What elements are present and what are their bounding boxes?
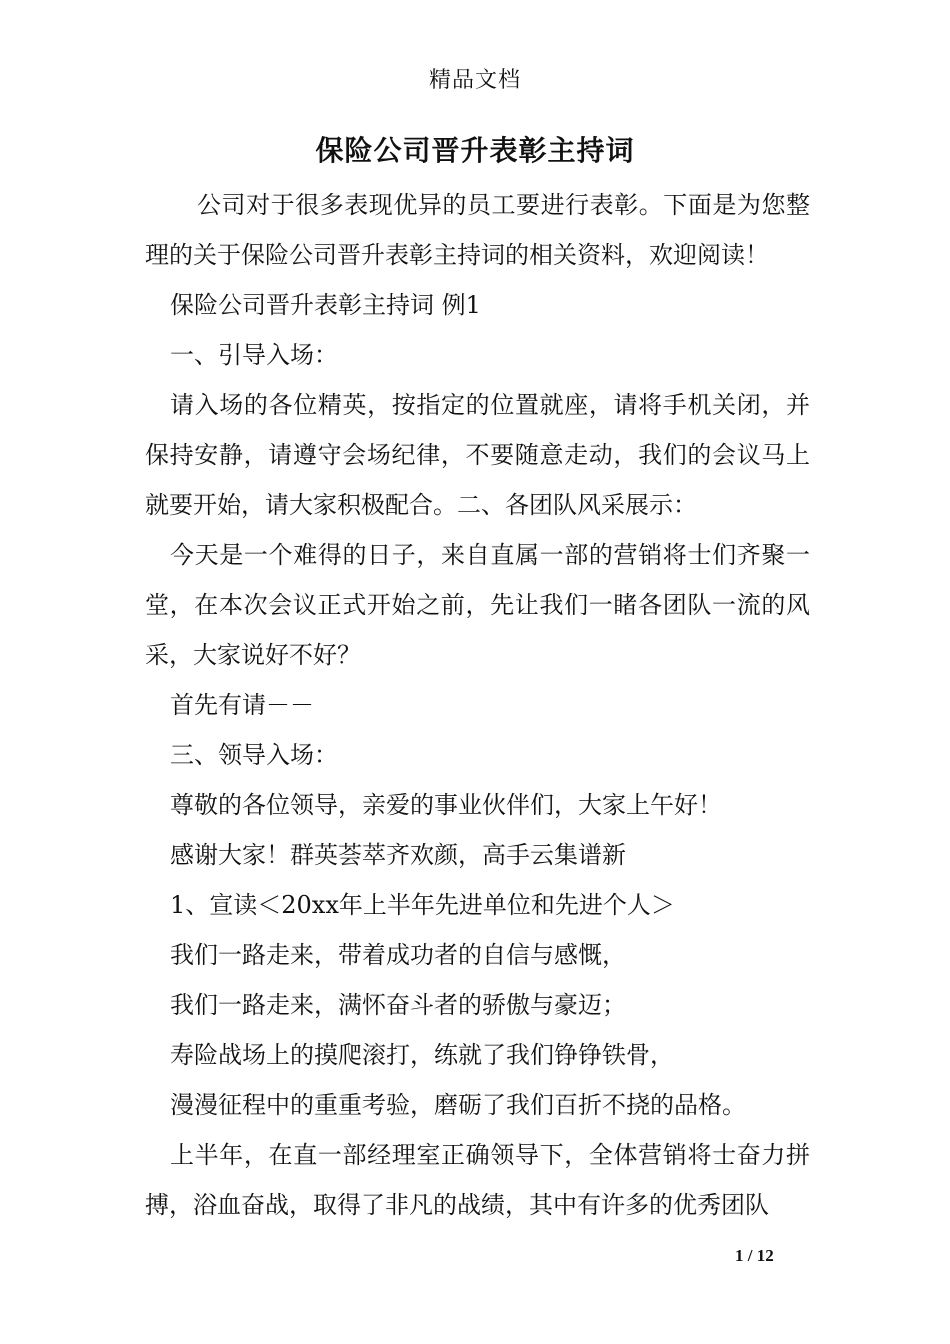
paragraph-intro: 公司对于很多表现优异的员工要进行表彰。下面是为您整理的关于保险公司晋升表彰主持词的相关资料，欢迎阅读！: [145, 191, 810, 269]
document-body: [145, 180, 810, 1230]
paragraph-verse-4: 漫漫征程中的重重考验，磨砺了我们百折不挠的品格。: [170, 1091, 746, 1119]
paragraph-announcement: 1、宣读＜20xx年上半年先进单位和先进个人＞: [170, 891, 675, 919]
page-number: 1 / 12: [735, 1246, 774, 1265]
paragraph-half-year-summary: 上半年，在直一部经理室正确领导下，全体营销将士奋力拼搏，浴血奋战，取得了非凡的战绩，其中有许多的优秀团队: [145, 1141, 810, 1219]
document-header-label: 精品文档: [428, 68, 521, 93]
paragraph-section-1-heading: 一、引导入场：: [170, 341, 338, 369]
paragraph-entrance-instructions: 请入场的各位精英，按指定的位置就座，请将手机关闭，并保持安静，请遵守会场纪律，不要随意走动，我们的会议马上就要开始，请大家积极配合。二、各团队风采展示：: [145, 391, 810, 519]
paragraph-verse-1: 我们一路走来，带着成功者的自信与感慨，: [170, 941, 626, 969]
document-title: 保险公司晋升表彰主持词: [315, 134, 635, 167]
paragraph-team-showcase: 今天是一个难得的日子，来自直属一部的营销将士们齐聚一堂，在本次会议正式开始之前，先让我们一睹各团队一流的风采，大家说好不好？: [145, 541, 810, 669]
paragraph-verse-3: 寿险战场上的摸爬滚打，练就了我们铮铮铁骨，: [170, 1041, 674, 1069]
paragraph-greeting: 尊敬的各位领导，亲爱的事业伙伴们，大家上午好！: [170, 791, 722, 819]
paragraph-thanks: 感谢大家！群英荟萃齐欢颜，高手云集谱新: [170, 841, 626, 869]
paragraph-verse-2: 我们一路走来，满怀奋斗者的骄傲与豪迈；: [170, 991, 626, 1019]
paragraph-example-heading: 保险公司晋升表彰主持词 例1: [170, 291, 481, 319]
paragraph-section-3-heading: 三、领导入场：: [170, 741, 338, 769]
paragraph-invitation: 首先有请－－: [170, 691, 314, 719]
